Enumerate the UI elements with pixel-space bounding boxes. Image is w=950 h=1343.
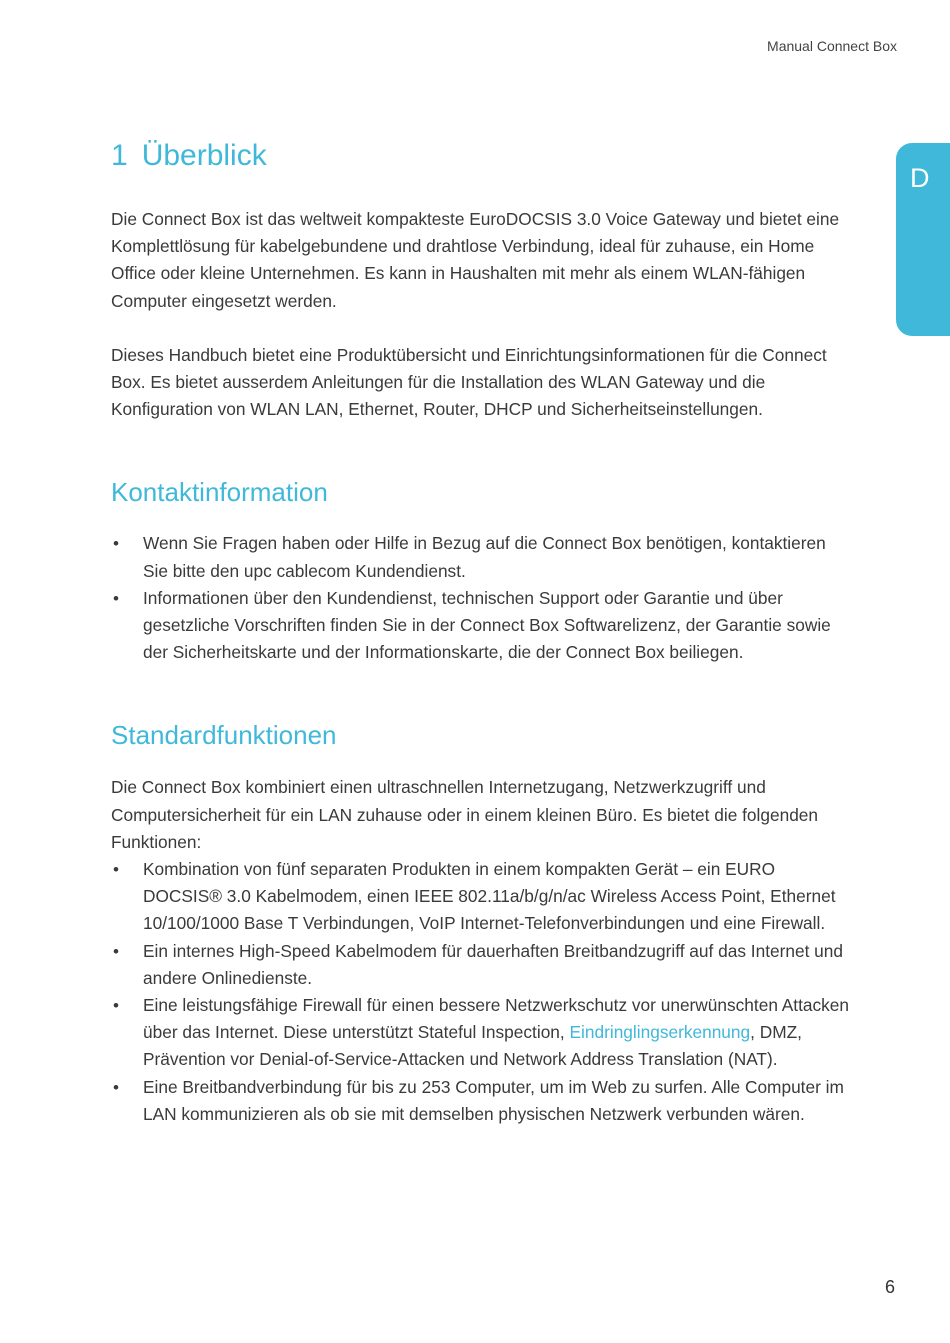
overview-paragraph: Die Connect Box ist das weltweit kompakteste EuroDOCSIS 3.0 Voice Gateway und bietet eine Komplettlösung für kabelgebundene und drahtlose Verbindung, ideal für zuhause, ein Home Office oder kleine Unternehmen. Es kann in Haushalten mit mehr als einem WLAN-fähigen Computer eingesetzt werden. <box>111 209 840 311</box>
chapter-title-text: Überblick <box>141 139 267 172</box>
list-item-text: , DMZ, Prävention vor Denial-of-Service-Attacken und Network Address Translation (NAT). <box>143 1022 802 1070</box>
list-item-text: Eine leistungsfähige Firewall für einen bessere Netzwerkschutz vor unerwünschten Attacken über das Internet. Diese unterstützt Stateful Inspection, <box>143 995 850 1043</box>
feature-list <box>111 856 851 1128</box>
bullet-icon: • <box>113 588 119 608</box>
bullet-icon: • <box>113 941 119 961</box>
intrusion-detection-link[interactable]: Eindringlingserkennung <box>569 1022 751 1043</box>
language-tab-label: D <box>910 163 930 193</box>
list-item <box>111 530 851 584</box>
list-item <box>111 992 851 1074</box>
language-tab <box>896 143 950 336</box>
chapter-number: 1 <box>111 139 128 172</box>
contact-list <box>111 530 851 666</box>
list-item-text: Informationen über den Kundendienst, technischen Support oder Garantie und über gesetzliche Vorschriften finden Sie in der Connect Box Softwarelizenz, der Garantie sowie der Sicherheitskarte und der Informationskarte, die der Connect Box beiliegen. <box>143 587 831 663</box>
standard-intro: Die Connect Box kombiniert einen ultraschnellen Internetzugang, Netzwerkzugriff und Computersicherheit für ein LAN zuhause oder in einem kleinen Büro. Es bietet die folgenden Funktionen: <box>111 777 819 852</box>
list-item <box>111 938 851 992</box>
standard-heading: Standardfunktionen <box>111 720 337 751</box>
chapter-title <box>111 136 851 176</box>
overview-paragraph: Dieses Handbuch bietet eine Produktübersicht und Einrichtungsinformationen für die Connect Box. Es bietet ausserdem Anleitungen für die Installation des WLAN Gateway und die Konfiguration von WLAN LAN, Ethernet, Router, DHCP und Sicherheitseinstellungen. <box>111 344 827 420</box>
running-header: Manual Connect Box <box>767 38 897 54</box>
list-item-text: Wenn Sie Fragen haben oder Hilfe in Bezug auf die Connect Box benötigen, kontaktieren Sie bitte den upc cablecom Kundendienst. <box>143 533 826 581</box>
page-number: 6 <box>884 1277 895 1297</box>
list-item-text: Ein internes High-Speed Kabelmodem für dauerhaften Breitbandzugriff auf das Internet und andere Onlinedienste. <box>143 940 844 988</box>
list-item <box>111 856 851 938</box>
bullet-icon: • <box>113 996 119 1016</box>
bullet-icon: • <box>113 860 119 880</box>
list-item <box>111 1074 851 1128</box>
list-item <box>111 585 851 667</box>
bullet-icon: • <box>113 534 119 554</box>
list-item-text: Kombination von fünf separaten Produkten in einem kompakten Gerät – ein EURO DOCSIS® 3.0 Kabelmodem, einen IEEE 802.11a/b/g/n/ac Wireless Access Point, Ethernet 10/100/1000 Base T Verbindungen, VoIP Internet-Telefonverbindungen und eine Firewall. <box>143 859 836 934</box>
page-content <box>111 136 851 1128</box>
contact-heading: Kontaktinformation <box>111 477 328 508</box>
list-item-text: Eine Breitbandverbindung für bis zu 253 Computer, um im Web zu surfen. Alle Computer im LAN kommunizieren als ob sie mit demselben physischen Netzwerk verbunden wären. <box>143 1076 844 1124</box>
bullet-icon: • <box>113 1077 119 1097</box>
